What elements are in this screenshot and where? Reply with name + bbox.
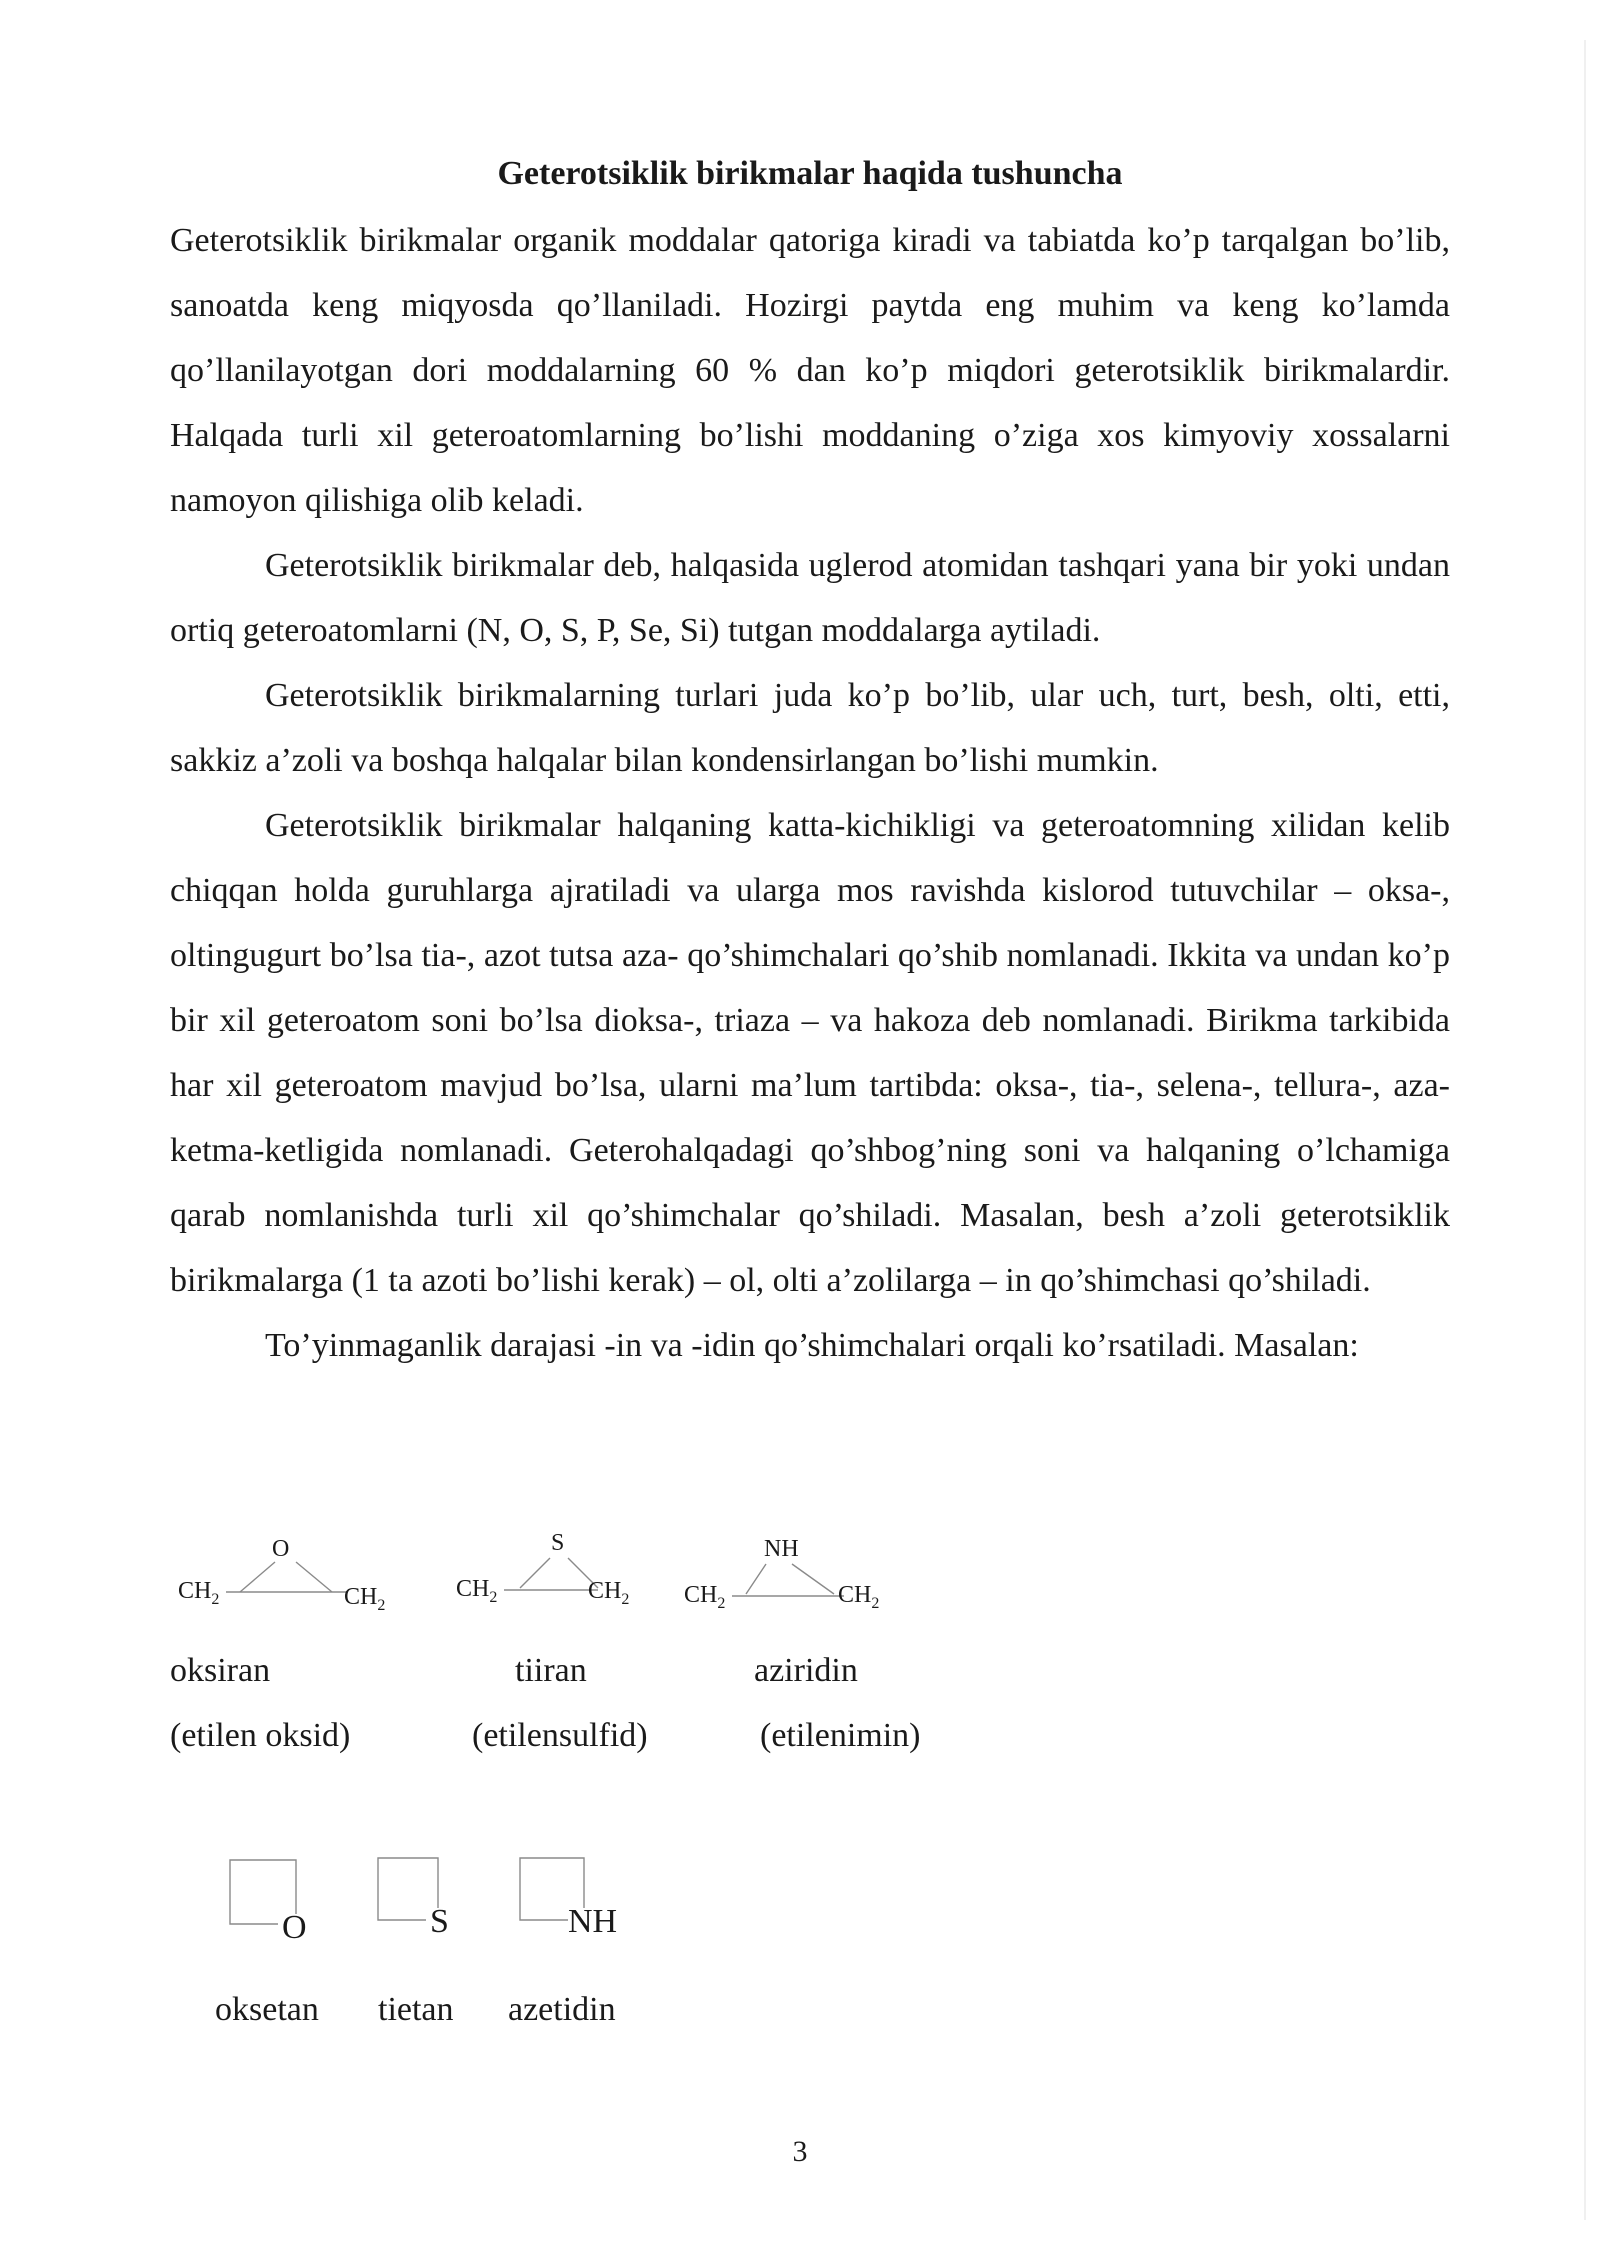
oxirane-name: oksiran [170,1652,271,1689]
heteroatom-label: NH [764,1536,799,1562]
thietane-structure [374,1854,484,1949]
page-number: 3 [792,2135,808,2168]
paragraph-3: Geterotsiklik birikmalarning turlari juda ko’p bo’lib, ular uch, turt, besh, olti, etti, sakkiz a’zoli va boshqa halqalar bilan kondensirlangan bo’lishi mumkin. [170,677,1450,779]
paragraph-4: Geterotsiklik birikmalar halqaning katta-kichikligi va geteroatomning xilidan kelib chiqqan holda guruhlarga ajratiladi va ularga mos ravishda kislorod tutuvchilar – oksa-, oltingugurt bo’lsa tia-, azot tutsa aza- qo’shimchalari qo’shib nomlanadi. Ikkita va undan ko’p bir xil geteroatom soni bo’lsa dioksa-, triaza – va hakoza deb nomlanadi. Birikma tarkibida har xil geteroatom mavjud bo’lsa, ularni ma’lum tartibda: oksa-, tia-, selena-, tellura-, aza- ketma-ketligida nomlanadi. Geterohalqadagi qo’shbog’ning soni va halqaning o’lchamiga qarab nomlanishda turli xil qo’shimchalar qo’shiladi. Masalan, besh a’zoli geterotsiklik birikmalarga (1 ta azoti bo’lishi kerak) – ol, olti a’zolilarga – in qo’shimchasi qo’shiladi. [170,807,1450,1299]
heteroatom-label: O [282,1909,307,1946]
right-group-label: $CH_2$ [588,1578,630,1608]
left-group-label: $CH_2$ [684,1582,726,1612]
left-group-label: $CH_2$ [456,1576,498,1606]
paragraph-2: Geterotsiklik birikmalar deb, halqasida uglerod atomidan tashqari yana bir yoki undan ortiq geteroatomlarni (N, O, S, P, Se, Si) tutgan moddalarga aytiladi. [170,547,1450,649]
thiirane-common-name: (etilensulfid) [472,1717,648,1754]
oxirane-common-name: (etilen oksid) [170,1717,351,1754]
right-group-label: $CH_2$ [838,1582,880,1612]
aziridine-name: aziridin [754,1652,858,1689]
aziridine-structure [676,1522,926,1627]
heteroatom-label: S [551,1530,565,1556]
thiirane-structure [448,1518,698,1623]
paragraph-5: To’yinmaganlik darajasi -in va -idin qo’shimchalari orqali ko’rsatiladi. Masalan: [265,1327,1359,1364]
azetidine-structure [516,1854,636,1949]
heteroatom-label: NH [568,1903,618,1940]
thietane-name: tietan [378,1991,454,2028]
page-edge-line [1584,40,1586,2220]
aziridine-common-name: (etilenimin) [760,1717,921,1754]
oxetane-structure [226,1856,336,1951]
right-group-label: $CH_2$ [344,1584,386,1614]
body-text [170,208,1450,1378]
heteroatom-label: S [430,1903,449,1940]
left-group-label: $CH_2$ [178,1578,220,1608]
oxetane-name: oksetan [215,1991,319,2028]
oxirane-structure [170,1520,420,1625]
heteroatom-label: O [272,1536,290,1562]
page-title: Geterotsiklik birikmalar haqida tushuncha [497,155,1123,192]
thiirane-name: tiiran [515,1652,587,1689]
azetidine-name: azetidin [508,1991,616,2028]
paragraph-1: Geterotsiklik birikmalar organik moddalar qatoriga kiradi va tabiatda ko’p tarqalgan bo’lib, sanoatda keng miqyosda qo’llaniladi. Hozirgi paytda eng muhim va keng ko’lamda qo’llanilayotgan dori moddalarning 60 % dan ko’p miqdori geterotsiklik birikmalardir. Halqada turli xil geteroatomlarning bo’lishi moddaning o’ziga xos kimyoviy xossalarni namoyon qilishiga olib keladi. [170,222,1450,519]
